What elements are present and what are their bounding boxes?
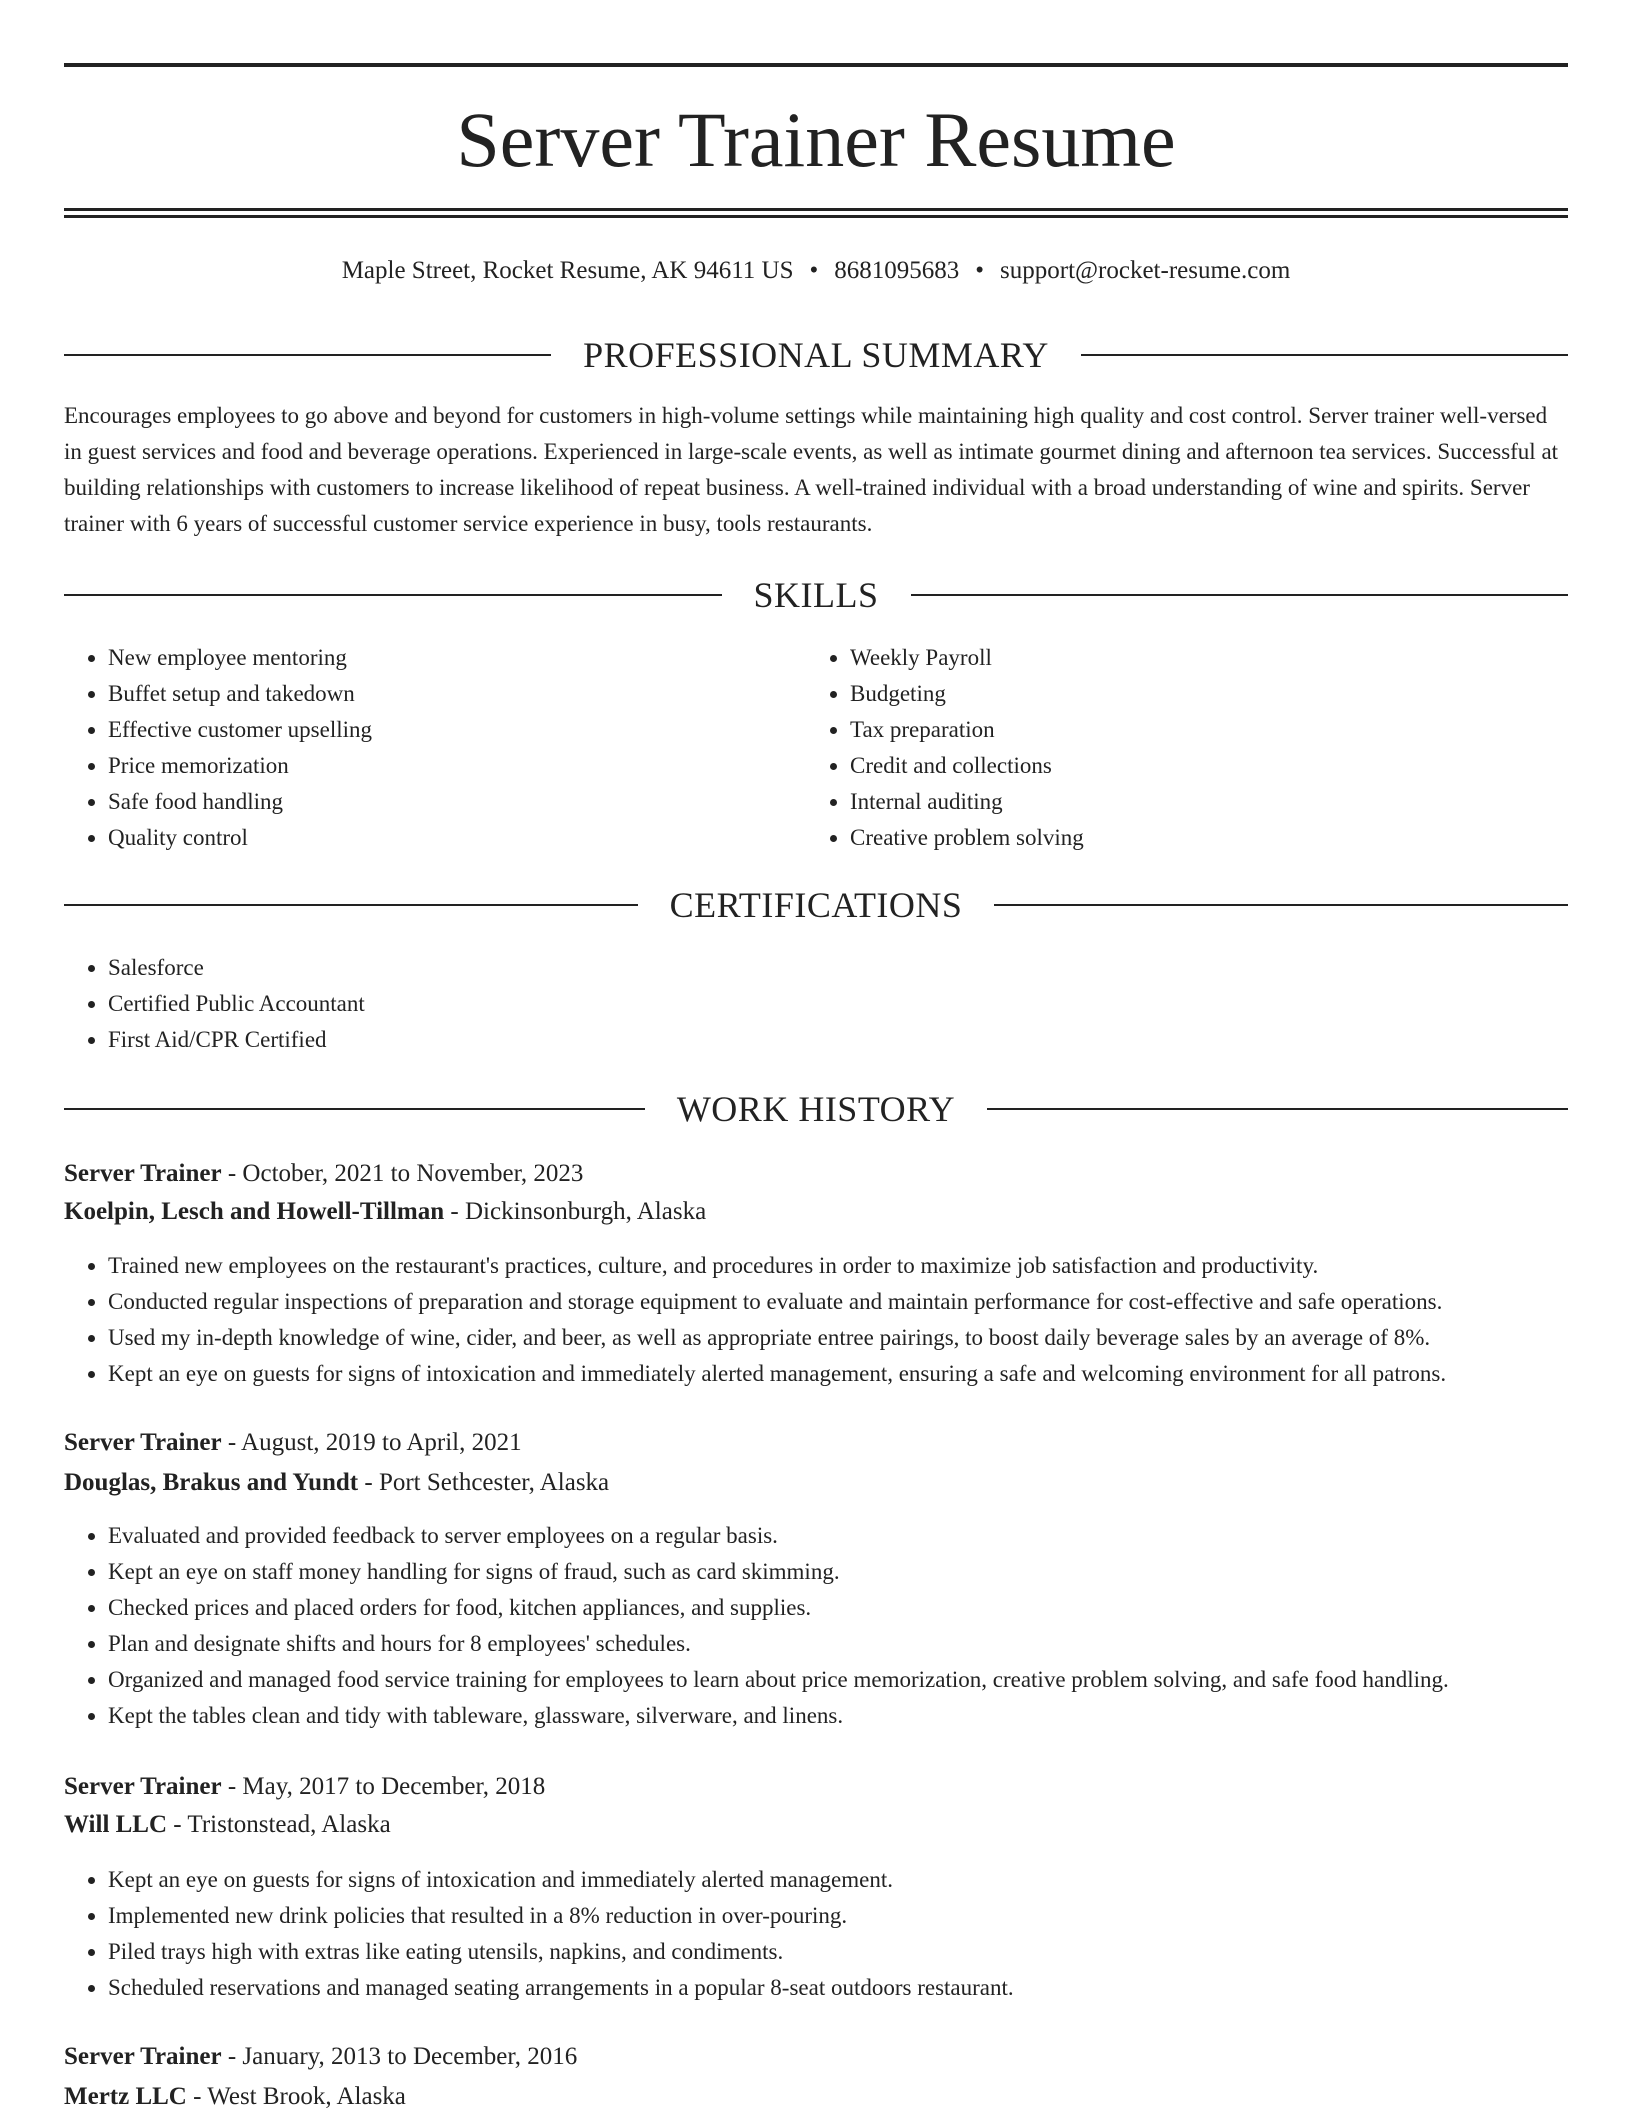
skill-item: • Creative problem solving bbox=[850, 820, 1550, 856]
work-history-section-heading bbox=[64, 1086, 1568, 1132]
skills-section-heading bbox=[64, 572, 1568, 618]
job-bullet: • Kept the tables clean and tidy with tableware, glassware, silverware, and linens. bbox=[108, 1698, 1628, 1734]
contact-line bbox=[64, 254, 1568, 288]
contact-separator: • bbox=[975, 257, 985, 284]
contact-address: Maple Street, Rocket Resume, AK 94611 US bbox=[341, 257, 794, 284]
certifications-list bbox=[64, 950, 1508, 1058]
contact-separator: • bbox=[809, 257, 819, 284]
skill-item: • Price memorization bbox=[108, 748, 808, 784]
job-company-line bbox=[64, 1193, 706, 1231]
job-company-line bbox=[64, 1464, 609, 1502]
job-bullets bbox=[64, 1518, 1628, 1734]
skill-item: • Internal auditing bbox=[850, 784, 1550, 820]
job-dates: - October, 2021 to November, 2023 bbox=[221, 1160, 584, 1187]
certifications-section-heading bbox=[64, 882, 1568, 928]
job-company: Mertz LLC bbox=[64, 2083, 187, 2110]
skills-list-right bbox=[806, 640, 1550, 856]
job-bullet: • Scheduled reservations and managed seating arrangements in a popular 8-seat outdoors restaurant. bbox=[108, 1970, 1628, 2006]
job-role: Server Trainer bbox=[64, 2043, 222, 2070]
job-bullets bbox=[64, 1862, 1628, 2006]
job-bullet: • Kept an eye on guests for signs of intoxication and immediately alerted management. bbox=[108, 1862, 1628, 1898]
job-bullet: • Conducted regular inspections of preparation and storage equipment to evaluate and maintain performance for cost-effective and safe operations. bbox=[108, 1284, 1628, 1320]
job-bullets bbox=[64, 1248, 1628, 1392]
job-bullet: • Evaluated and provided feedback to server employees on a regular basis. bbox=[108, 1518, 1628, 1554]
heading-rule-right bbox=[1081, 354, 1568, 356]
job-bullet: • Kept an eye on guests for signs of intoxication and immediately alerted management, ensuring a safe and welcoming environment for all patrons. bbox=[108, 1356, 1628, 1392]
title-double-rule-lower bbox=[64, 215, 1568, 218]
job-role: Server Trainer bbox=[64, 1160, 222, 1187]
skill-item: • Budgeting bbox=[850, 676, 1550, 712]
job-company-line bbox=[64, 2078, 406, 2116]
summary-heading-label: PROFESSIONAL SUMMARY bbox=[583, 335, 1049, 375]
skill-item: • Buffet setup and takedown bbox=[108, 676, 808, 712]
job-bullet: • Organized and managed food service training for employees to learn about price memorization, creative problem solving, and safe food handling. bbox=[108, 1662, 1628, 1698]
heading-rule-right bbox=[911, 594, 1569, 596]
summary-section-heading bbox=[64, 332, 1568, 378]
certification-item: • Salesforce bbox=[108, 950, 1508, 986]
job-title-line bbox=[64, 2038, 577, 2076]
job-dates: - August, 2019 to April, 2021 bbox=[221, 1429, 522, 1456]
skill-item: • Weekly Payroll bbox=[850, 640, 1550, 676]
certification-item: • First Aid/CPR Certified bbox=[108, 1022, 1508, 1058]
heading-rule-left bbox=[64, 354, 551, 356]
skill-item: • Effective customer upselling bbox=[108, 712, 808, 748]
job-company: Will LLC bbox=[64, 1811, 168, 1838]
job-title-line bbox=[64, 1155, 583, 1193]
skill-item: • New employee mentoring bbox=[108, 640, 808, 676]
job-bullet: • Plan and designate shifts and hours for 8 employees' schedules. bbox=[108, 1626, 1628, 1662]
job-title-line bbox=[64, 1768, 545, 1806]
job-role: Server Trainer bbox=[64, 1773, 222, 1800]
job-bullet: • Used my in-depth knowledge of wine, cider, and beer, as well as appropriate entree pairings, to boost daily beverage sales by an average of 8%. bbox=[108, 1320, 1628, 1356]
summary-text: Encourages employees to go above and beyond for customers in high-volume settings while maintaining high quality and cost control. Server trainer well-versed in guest services and food and beverage operations. Experienced in large-scale events, as well as intimate gourmet dining and afternoon tea services. Successful at building relationships with customers to increase likelihood of repeat business. A well-trained individual with a broad understanding of wine and spirits. Server trainer with 6 years of successful customer service experience in busy, tools restaurants. bbox=[64, 403, 1559, 536]
top-rule bbox=[64, 63, 1568, 67]
job-company: Koelpin, Lesch and Howell-Tillman bbox=[64, 1198, 445, 1225]
heading-rule-left bbox=[64, 904, 638, 906]
heading-rule-left bbox=[64, 594, 722, 596]
job-location: - Tristonstead, Alaska bbox=[167, 1811, 391, 1838]
job-location: - West Brook, Alaska bbox=[186, 2083, 406, 2110]
job-company: Douglas, Brakus and Yundt bbox=[64, 1469, 359, 1496]
heading-rule-right bbox=[994, 904, 1568, 906]
work-history-heading-label: WORK HISTORY bbox=[676, 1089, 956, 1129]
heading-rule-left bbox=[64, 1108, 645, 1110]
job-bullet: • Checked prices and placed orders for food, kitchen appliances, and supplies. bbox=[108, 1590, 1628, 1626]
job-company-line bbox=[64, 1806, 391, 1844]
skill-item: • Credit and collections bbox=[850, 748, 1550, 784]
job-bullet: • Piled trays high with extras like eating utensils, napkins, and condiments. bbox=[108, 1934, 1628, 1970]
job-location: - Dickinsonburgh, Alaska bbox=[444, 1198, 707, 1225]
heading-rule-right bbox=[987, 1108, 1568, 1110]
job-role: Server Trainer bbox=[64, 1429, 222, 1456]
skills-list-left bbox=[64, 640, 808, 856]
skill-item: • Tax preparation bbox=[850, 712, 1550, 748]
certifications-heading-label: CERTIFICATIONS bbox=[669, 885, 963, 925]
skill-item: • Quality control bbox=[108, 820, 808, 856]
certification-item: • Certified Public Accountant bbox=[108, 986, 1508, 1022]
job-dates: - May, 2017 to December, 2018 bbox=[221, 1773, 546, 1800]
job-bullet: • Trained new employees on the restaurant's practices, culture, and procedures in order to maximize job satisfaction and productivity. bbox=[108, 1248, 1628, 1284]
job-location: - Port Sethcester, Alaska bbox=[358, 1469, 610, 1496]
contact-email: support@rocket-resume.com bbox=[1000, 257, 1291, 284]
skill-item: • Safe food handling bbox=[108, 784, 808, 820]
job-title-line bbox=[64, 1424, 522, 1462]
job-bullet: • Kept an eye on staff money handling for signs of fraud, such as card skimming. bbox=[108, 1554, 1628, 1590]
job-dates: - January, 2013 to December, 2016 bbox=[221, 2043, 578, 2070]
title-double-rule-upper bbox=[64, 208, 1568, 211]
contact-phone: 8681095683 bbox=[834, 257, 960, 284]
job-bullet: • Implemented new drink policies that resulted in a 8% reduction in over-pouring. bbox=[108, 1898, 1628, 1934]
resume-title: Server Trainer Resume bbox=[456, 96, 1176, 183]
skills-heading-label: SKILLS bbox=[753, 575, 879, 615]
